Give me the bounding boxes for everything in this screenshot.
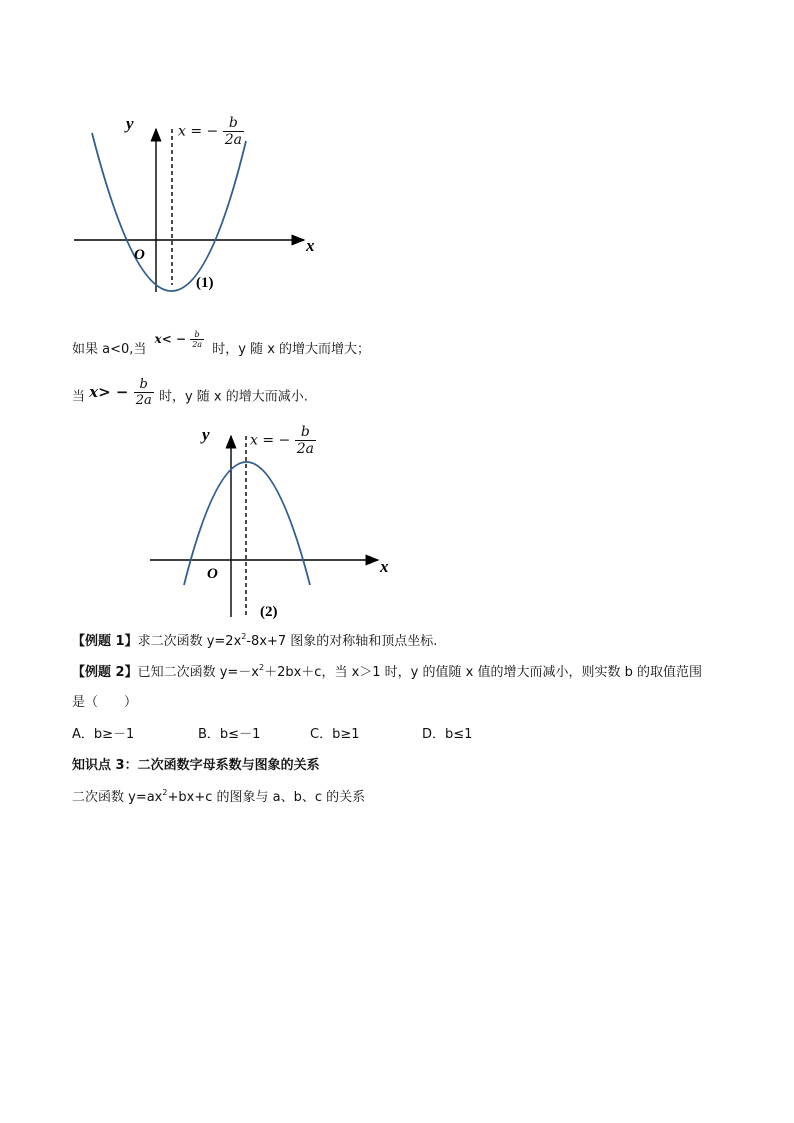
fraction: $\frac{b}{2a}$ bbox=[296, 424, 314, 457]
graph-2 bbox=[140, 422, 410, 627]
example-tag: 【例题 1】 bbox=[72, 634, 138, 649]
section-title: 知识点 3：二次函数字母系数与图象的关系 bbox=[72, 758, 320, 773]
axis-equation: x = − $\frac{b}{2a}$ bbox=[250, 424, 314, 457]
rule-line-2: 当 x> − $\frac{b}{2a}$ 时，y 随 x 的增大而减小. bbox=[72, 377, 308, 408]
option-d: D．b≤1 bbox=[422, 727, 473, 742]
inline-condition: x< − $\frac{b}{2a}$ bbox=[154, 330, 203, 349]
inline-condition: x> − $\frac{b}{2a}$ bbox=[89, 377, 152, 408]
parabola-down bbox=[184, 462, 310, 585]
section-text: 二次函数 $y=ax^2+bx+c$ 的图象与 a、b、c 的关系 bbox=[72, 788, 366, 805]
option-a: A．b≥－1 bbox=[72, 727, 135, 742]
axis-equation: x = − $\frac{b}{2a}$ bbox=[178, 115, 242, 148]
y-axis-label: y bbox=[202, 425, 210, 444]
rule-line-1: 如果 a<0,当 x< − $\frac{b}{2a}$ 时，y 随 x 的增大而增大； bbox=[72, 330, 371, 357]
caption: (1) bbox=[196, 275, 214, 291]
graph-1 bbox=[60, 105, 360, 305]
example-2: 【例题 2】已知二次函数 $y=-x^2+2bx+c$，当 x＞1 时，y 的值随 x 值的增大而减小，则实数 b 的取值范围 bbox=[72, 663, 702, 680]
x-axis-label: x bbox=[380, 557, 389, 576]
example-tag: 【例题 2】 bbox=[72, 665, 138, 680]
example-2-line-2: 是（ ） bbox=[72, 695, 138, 710]
example-1: 【例题 1】求二次函数 $y=2x^2-8x+7$ 图象的对称轴和顶点坐标. bbox=[72, 632, 438, 649]
y-axis-label: y bbox=[126, 114, 134, 133]
caption: (2) bbox=[260, 604, 278, 620]
option-b: B．b≤－1 bbox=[198, 727, 261, 742]
origin-label: O bbox=[207, 566, 218, 582]
x-axis-label: x bbox=[306, 236, 315, 255]
parabola-up bbox=[92, 133, 246, 291]
option-c: C．b≥1 bbox=[310, 727, 360, 742]
fraction: $\frac{b}{2a}$ bbox=[224, 115, 242, 148]
origin-label: O bbox=[134, 247, 145, 263]
